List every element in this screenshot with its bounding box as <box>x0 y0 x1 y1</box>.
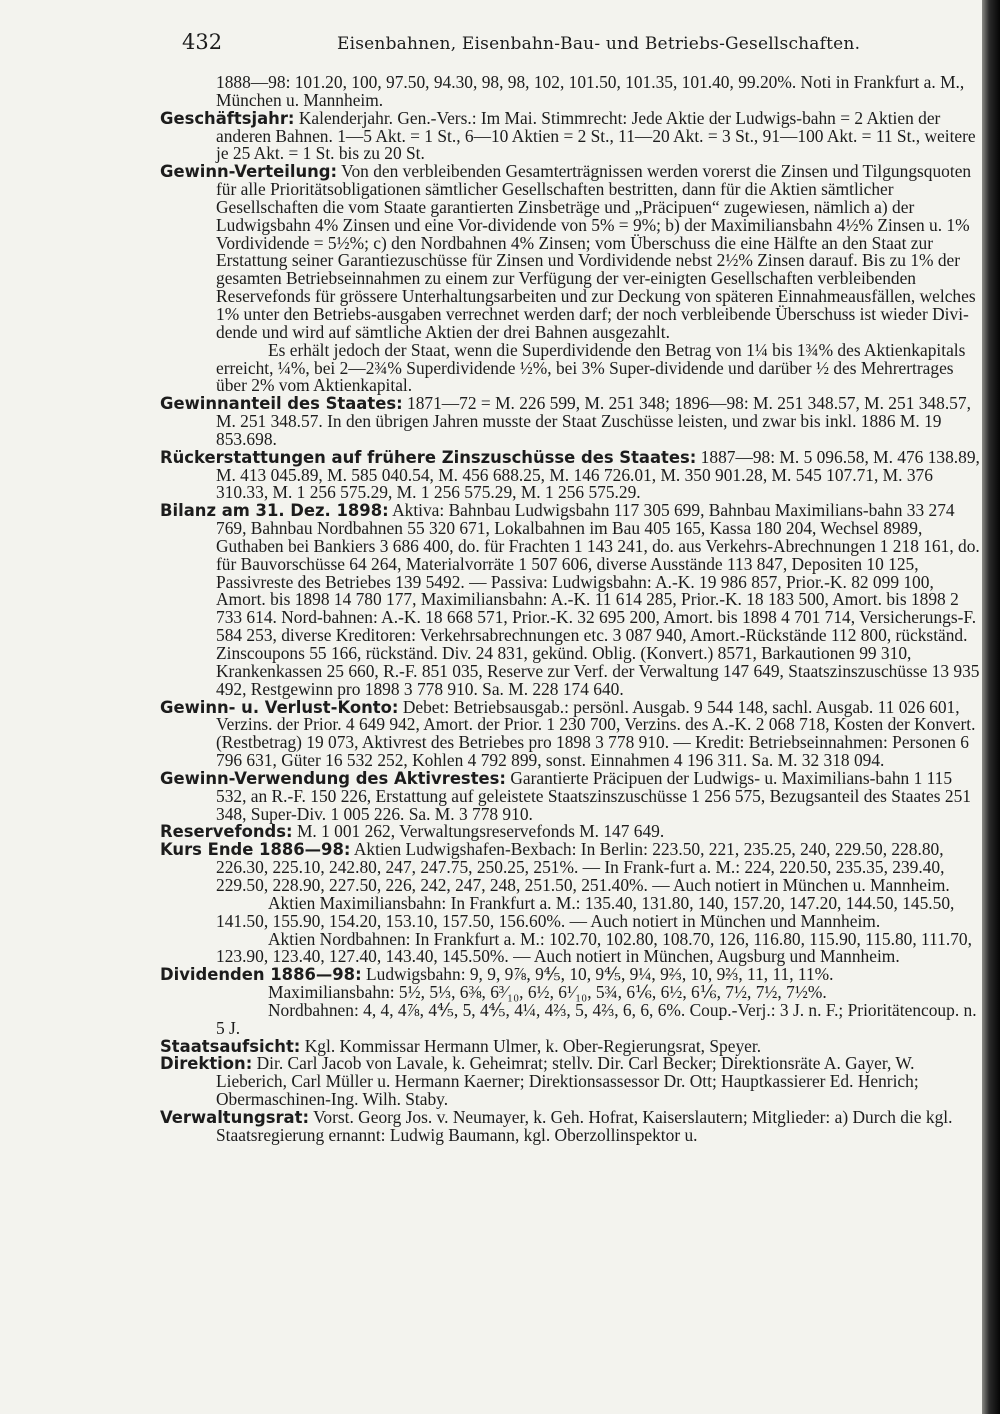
subparagraph: Es erhält jedoch der Staat, wenn die Superdividende den Betrag von 1¼ bis 1¾% des Aktienkapitals erreicht, ¼%, bei 2—2¾% Superdividende ½%, bei 3% Super-dividende und darüber ½ des Mehrertrages über 2% vom Aktienkapital. <box>216 339 966 396</box>
page-header <box>182 30 862 60</box>
entry-label: Direktion: <box>160 1054 253 1074</box>
entry-label: Dividenden 1886—98: <box>160 965 362 985</box>
entry-bilanz <box>160 502 980 698</box>
page-body <box>160 74 980 1404</box>
continuation-paragraph: 1888—98: 101.20, 100, 97.50, 94.30, 98, 98, 102, 101.50, 101.35, 101.40, 99.20%. Noti in Frankfurt a. M., München u. Mannheim. <box>216 74 965 110</box>
entry-text: 1887—98: M. 5 096.58, M. 476 138.89, M. 413 045.89, M. 585 040.54, M. 456 688.25, M. 146 726.01, M. 350 901.28, M. 545 107.71, M. 376 310.33, M. 1 256 575.29, M. 1 256 575.29, M. 1 256 575.29. <box>216 446 980 503</box>
running-title: Eisenbahnen, Eisenbahn-Bau- und Betriebs-Gesellschaften. <box>337 34 861 54</box>
subparagraph: Aktien Maximiliansbahn: In Frankfurt a. M.: 135.40, 131.80, 140, 157.20, 147.20, 144.50, 145.50, 141.50, 155.90, 154.20, 153.10, 157.50, 156.60%. — Auch notiert in München und Mannheim. <box>216 892 955 931</box>
entry-text: Ludwigsbahn: 9, 9, 9⅞, 9⅘, 10, 9⅘, 9¼, 9⅔, 10, 9⅔, 11, 11, 11%. <box>366 964 834 985</box>
entry-label: Kurs Ende 1886—98: <box>160 840 351 860</box>
entry-text: Aktiva: Bahnbau Ludwigsbahn 117 305 699, Bahnbau Maximilians-bahn 33 274 769, Bahnbau Nordbahnen 55 320 671, Lokalbahnen im Bau 405 165, Kassa 180 204, Wechsel 8989, Guthaben bei Bankiers 3 686 400, do. für Frachten 1 143 241, do. aus Verkehrs-Abrechnungen 1 218 161, do. für Bauvorschüsse 64 264, Materialvorräte 1 507 606, diverse Ausstände 113 847, Depositen 10 125, Passivreste des Betriebes 139 5492. — Passiva: Ludwigsbahn: A.-K. 19 986 857, Prior.-K. 82 099 100, Amort. bis 1898 14 780 177, Maximiliansbahn: A.-K. 11 614 285, Prior.-K. 18 183 500, Amort. bis 1898 2 733 614. Nord-bahnen: A.-K. 18 668 571, Prior.-K. 32 695 200, Amort. bis 1898 4 701 714, Versicherungs-F. 584 253, diverse Kreditoren: Verkehrsabrechnungen etc. 3 087 940, Amort.-Rückstände 112 800, rückständ. Zinscoupons 55 166, rückständ. Div. 24 831, gekünd. Oblig. (Konvert.) 8571, Barkautionen 99 310, Krankenkassen 25 660, R.-F. 851 035, Reserve zur Verf. der Verwaltung 147 649, Staatszinszuschüsse 13 935 492, Restgewinn pro 1898 3 778 910. Sa. M. 228 174 640. <box>216 500 980 699</box>
entry-verwaltungsrat <box>160 1106 980 1145</box>
entry-label: Gewinn-Verwendung des Aktivrestes: <box>160 768 506 788</box>
entry-gewinnanteil <box>160 395 980 449</box>
entry-gewinn-verlust-konto <box>160 696 980 771</box>
entry-label: Staatsaufsicht: <box>160 1036 301 1056</box>
entry-text: Debet: Betriebsausgab.: persönl. Ausgab. 9 544 148, sachl. Ausgab. 11 026 601, Verzins. der Prior. 4 649 942, Amort. der Prior. 1 230 700, Verzins. des A.-K. 2 068 718, Kosten der Konvert. (Restbetrag) 19 073, Aktivrest des Betriebes pro 1898 3 778 910. — Kredit: Betriebseinnahmen: Personen 6 796 631, Güter 16 532 252, Kohlen 4 792 899, sonst. Einnahmen 4 196 311. Sa. M. 32 318 094. <box>216 696 976 771</box>
entry-text: Dir. Carl Jacob von Lavale, k. Geheimrat; stellv. Dir. Carl Becker; Direktionsräte A. Gayer, W. Lieberich, Carl Müller u. Hermann Kaerner; Direktionsassessor Dr. Ott; Hauptkassierer Ed. Henrich; Obermaschinen-Ing. Wilh. Staby. <box>216 1053 919 1110</box>
entry-label: Verwaltungsrat: <box>160 1107 310 1127</box>
subparagraph: Nordbahnen: 4, 4, 4⅞, 4⅘, 5, 4⅘, 4¼, 4⅔, 5, 4⅔, 6, 6, 6%. Coup.-Verj.: 3 J. n. F.; Prioritätencoup. n. 5 J. <box>216 999 977 1038</box>
entry-text: Garantierte Präcipuen der Ludwigs- u. Maximilians-bahn 1 115 532, an R.-F. 150 226, Erstattung auf geleistete Staatszinszuschüsse 1 256 575, Bezugsanteil des Staates 251 348, Super-Div. 1 005 226. Sa. M. 3 778 910. <box>216 767 971 824</box>
entry-label: Gewinn-Verteilung: <box>160 162 338 182</box>
entry-kurs <box>160 841 980 895</box>
entry-geschaeftsjahr <box>160 107 980 164</box>
scan-binding-edge <box>982 0 1000 1414</box>
page-number: 432 <box>182 30 223 54</box>
entry-text: Aktien Ludwigshafen-Bexbach: In Berlin: 223.50, 221, 235.25, 240, 229.50, 228.80, 226.30, 225.10, 242.80, 247, 247.75, 250.25, 251%. — In Frank-furt a. M.: 224, 220.50, 235.35, 239.40, 229.50, 228.90, 227.50, 226, 242, 247, 248, 251.50, 251.40%. — Auch notiert in München u. Mannheim. <box>216 839 950 895</box>
entry-gewinn-verteilung <box>160 163 980 341</box>
entry-label: Geschäftsjahr: <box>160 108 295 128</box>
entry-label: Gewinn- u. Verlust-Konto: <box>160 697 399 717</box>
entry-text: Vorst. Georg Jos. v. Neumayer, k. Geh. Hofrat, Kaiserslautern; Mitglieder: a) Durch die kgl. Staatsregierung ernannt: Ludwig Baumann, kgl. Oberzollinspektor u. <box>216 1106 953 1145</box>
entry-text: M. 1 001 262, Verwaltungsreservefonds M. 147 649. <box>296 821 665 842</box>
entry-label: Gewinnanteil des Staates: <box>160 394 403 414</box>
entry-text: Kgl. Kommissar Hermann Ulmer, k. Ober-Regierungsrat, Speyer. <box>304 1035 762 1056</box>
entry-text: Von den verbleibenden Gesamterträgnissen werden vorerst die Zinsen und Tilgungsquoten für alle Prioritätsobligationen sämtlicher Gesellschaften bestritten, dann für die Aktien sämtlicher Gesellschaften die vom Staate garantierten Zinsbeträge und „Präcipuen“ zugewiesen, nämlich a) der Ludwigsbahn 4% Zinsen und eine Vor-dividende von 5% = 9%; b) der Maximiliansbahn 4½% Zinsen u. 1% Vordividende = 5½%; c) den Nordbahnen 4% Zinsen; vom Überschuss die eine Hälfte an den Staat zur Erstattung seiner Garantiezuschüsse für Zinsen und Vordividende nebst 2½% Zinsen darauf. Bis zu 1% der gesamten Betriebseinnahmen zu einem zur Verfügung der ver-einigten Gesellschaften verbleibenden Reservefonds für grössere Unterhaltungsarbeiten und zur Deckung von späteren Einnahmeausfällen, welches 1% unter den Betriebs-ausgaben verrechnet werden darf; der noch verbleibende Überschuss ist wieder Divi-dende und wird auf sämtliche Aktien der drei Bahnen ausgezahlt. <box>216 161 976 342</box>
subparagraph: Aktien Nordbahnen: In Frankfurt a. M.: 102.70, 102.80, 108.70, 126, 116.80, 115.90, 115.80, 111.70, 123.90, 123.40, 127.40, 143.40, 145.50%. — Auch notiert in München, Augsburg und Mannheim. <box>216 928 972 967</box>
entry-rueckerstattungen <box>160 446 980 503</box>
entry-label: Bilanz am 31. Dez. 1898: <box>160 501 389 521</box>
entry-direktion <box>160 1055 980 1109</box>
subparagraph: Maximiliansbahn: 5½, 5⅓, 6⅜, 6³⁄₁₀, 6½, 6¹⁄₁₀, 5¾, 6⅙, 6½, 6⅙, 7½, 7½, 7½%. <box>268 982 827 1003</box>
entry-text: Kalenderjahr. Gen.-Vers.: Im Mai. Stimmrecht: Jede Aktie der Ludwigs-bahn = 2 Aktien der anderen Bahnen. 1—5 Akt. = 1 St., 6—10 Aktien = 2 St., 11—20 Akt. = 3 St., 91—100 Akt. = 11 St., weitere je 25 Akt. = 1 St. bis zu 20 St. <box>216 107 976 164</box>
entry-text: 1871—72 = M. 226 599, M. 251 348; 1896—98: M. 251 348.57, M. 251 348.57, M. 251 348.57. In den übrigen Jahren musste der Staat Zuschüsse leisten, und zwar bis inkl. 1886 M. 19 853.698. <box>216 393 971 449</box>
entry-gewinn-verwendung <box>160 767 980 824</box>
entry-label: Rückerstattungen auf frühere Zinszuschüsse des Staates: <box>160 447 697 467</box>
entry-label: Reservefonds: <box>160 822 293 842</box>
